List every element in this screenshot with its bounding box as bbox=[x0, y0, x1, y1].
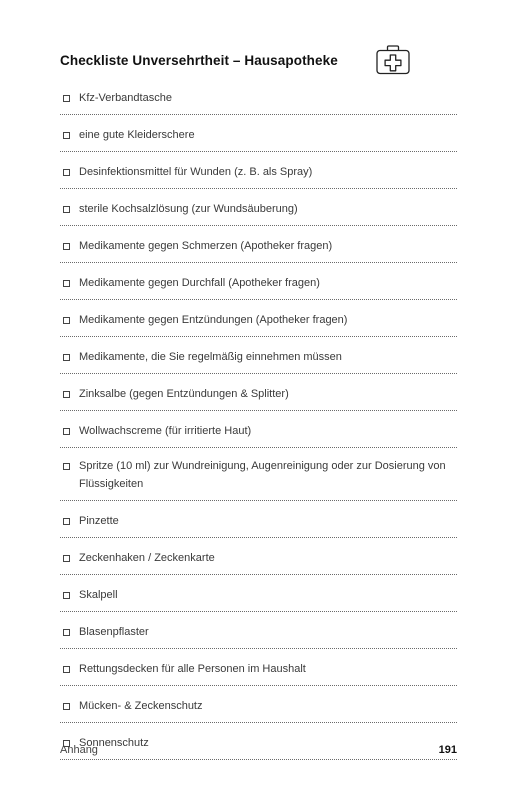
document-page bbox=[60, 0, 457, 812]
checklist-item-label: Medikamente gegen Entzündungen (Apotheker fragen) bbox=[79, 314, 348, 326]
checkbox[interactable] bbox=[63, 317, 70, 324]
checkbox[interactable] bbox=[63, 354, 70, 361]
checklist-item-label: Spritze (10 ml) zur Wundreinigung, Augenreinigung oder zur Dosierung von Flüssigkeiten bbox=[79, 460, 446, 490]
checkbox[interactable] bbox=[63, 169, 70, 176]
checklist-item bbox=[60, 649, 457, 686]
checkbox[interactable] bbox=[63, 629, 70, 636]
checkbox[interactable] bbox=[63, 280, 70, 287]
checklist-item bbox=[60, 189, 457, 226]
checklist-item bbox=[60, 411, 457, 448]
page-title: Checkliste Unversehrtheit – Hausapotheke bbox=[60, 53, 338, 68]
checklist-item bbox=[60, 686, 457, 723]
checklist-item-label: Wollwachscreme (für irritierte Haut) bbox=[79, 425, 252, 437]
checkbox[interactable] bbox=[63, 428, 70, 435]
checklist-item-label: Zeckenhaken / Zeckenkarte bbox=[79, 552, 215, 564]
checklist-item-label: Skalpell bbox=[79, 589, 118, 601]
checklist-item-label: Kfz-Verbandtasche bbox=[79, 92, 172, 104]
checklist-item-label: Medikamente gegen Schmerzen (Apotheker fragen) bbox=[79, 240, 333, 252]
checklist-item bbox=[60, 152, 457, 189]
checklist-item-label: Rettungsdecken für alle Personen im Haushalt bbox=[79, 663, 306, 675]
checklist-item bbox=[60, 612, 457, 649]
checklist-item-label: Desinfektionsmittel für Wunden (z. B. als Spray) bbox=[79, 166, 313, 178]
checklist-item bbox=[60, 575, 457, 612]
checkbox[interactable] bbox=[63, 463, 70, 470]
checkbox[interactable] bbox=[63, 95, 70, 102]
checkbox[interactable] bbox=[63, 206, 70, 213]
checklist-item bbox=[60, 263, 457, 300]
page-header bbox=[60, 44, 457, 78]
checkbox[interactable] bbox=[63, 243, 70, 250]
checklist-item-label: sterile Kochsalzlösung (zur Wundsäuberung) bbox=[79, 203, 298, 215]
checkbox[interactable] bbox=[63, 132, 70, 139]
checklist-item-label: Pinzette bbox=[79, 515, 119, 527]
checklist-item bbox=[60, 115, 457, 152]
checkbox[interactable] bbox=[63, 703, 70, 710]
checklist-item-label: eine gute Kleiderschere bbox=[79, 129, 195, 141]
checklist-item-label: Medikamente, die Sie regelmäßig einnehmen müssen bbox=[79, 351, 342, 363]
checkbox[interactable] bbox=[63, 555, 70, 562]
checklist-item-label: Sonnenschutz bbox=[79, 737, 149, 749]
checklist-item bbox=[60, 337, 457, 374]
checkbox[interactable] bbox=[63, 592, 70, 599]
checkbox[interactable] bbox=[63, 391, 70, 398]
checklist-item bbox=[60, 226, 457, 263]
checklist-item-label: Zinksalbe (gegen Entzündungen & Splitter) bbox=[79, 388, 289, 400]
checkbox[interactable] bbox=[63, 518, 70, 525]
checklist-item bbox=[60, 448, 457, 501]
checklist-item bbox=[60, 501, 457, 538]
footer-section-label: Anhang bbox=[60, 744, 98, 756]
checkbox[interactable] bbox=[63, 666, 70, 673]
checklist bbox=[60, 78, 457, 760]
first-aid-kit-icon bbox=[375, 44, 411, 76]
checklist-item bbox=[60, 78, 457, 115]
checklist-item-label: Mücken- & Zeckenschutz bbox=[79, 700, 203, 712]
checklist-item bbox=[60, 538, 457, 575]
checklist-item-label: Blasenpflaster bbox=[79, 626, 149, 638]
checklist-item bbox=[60, 300, 457, 337]
checklist-item-label: Medikamente gegen Durchfall (Apotheker fragen) bbox=[79, 277, 320, 289]
page-footer bbox=[60, 744, 457, 760]
page-number: 191 bbox=[438, 744, 457, 756]
checklist-item bbox=[60, 374, 457, 411]
